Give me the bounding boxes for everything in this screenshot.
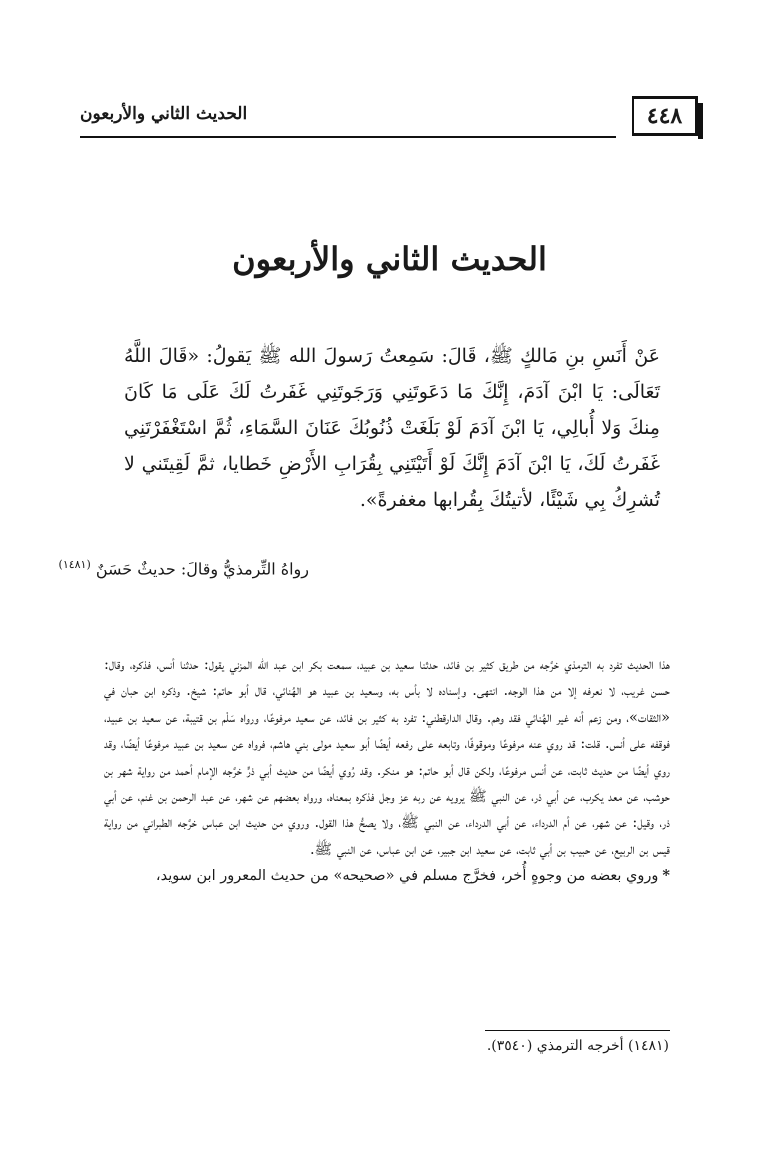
hadith-title: الحديث الثاني والأربعون: [232, 240, 547, 278]
hadith-text: عَنْ أَنَسِ بنِ مَالكٍ ﷺ، قَالَ: سَمِعتُ رَسولَ الله ﷺ يَقولُ: «قَالَ اللَّهُ تَعَالَى: يَا ابْنَ آدَمَ، إِنَّكَ مَا دَعَوتَنِي وَرَجَوتَنِي غَفَرتُ لَكَ عَلَى مَا كَانَ مِنكَ وَلا أُبالِي، يَا ابْنَ آدَمَ لَوْ بَلَغَتْ ذُنُوبُكَ عَنَانَ السَّمَاءِ، ثُمَّ اسْتَغْفَرْتَنِي غَفَرتُ لَكَ، يَا ابْنَ آدَمَ إِنَّكَ لَوْ أَتَيْتَنِي بِقُرَابِ الأَرْضِ خَطايا، ثمَّ لَقِيتَني لا تُشرِكُ بِي شَيْئًا، لأتيتُكَ بِقُرابها مغفرةً».: [124, 345, 660, 511]
header-rule: [80, 136, 616, 138]
commentary-paragraph: [104, 863, 670, 889]
header-title: الحديث الثاني والأربعون: [80, 104, 248, 124]
attribution-text: رواهُ التِّرمذيُّ وقالَ: حديثٌ حَسَنٌ: [95, 559, 309, 579]
page-number: ٤٤٨: [632, 96, 698, 136]
hadith-attribution: [59, 558, 309, 578]
commentary-paragraph: هذا الحديث تفرد به الترمذي خرَّجه من طريق كثير بن فائد، حدثنا سعيد بن عبيد، سمعت بكر ابن عبد الله المزني يقول: حدثنا أنس، فذكره، وقال: حسن غريب، لا نعرفه إلا من هذا الوجه. انتهى. وإسناده لا بأس به، وسعيد بن عبيد هو الهُنائي، قال أبو حاتم: شيخ. وذكره ابن حبان في «الثقات»، ومن زعم أنه غير الهُنائي فقد وهم. وقال الدارقطني: تفرد به كثير بن فائد، عن سعيد مرفوعًا، ورواه سَلْم بن قتيبة، عن سعيد بن عبيد، فوقفه على أنس. قلت: قد روي عنه مرفوعًا وموقوفًا، وتابعه على رفعه أيضًا أبو سعيد مولى بني هاشم، فرواه عن سعيد بن عبيد مرفوعًا أيضًا، وقد روي أيضًا من حديث ثابت، عن أنس مرفوعًا، ولكن قال أبو حاتم: هو منكر. وقد رُوي أيضًا من حديث أبي ذرٍّ خرَّجه الإمام أحمد من رواية شهر بن حوشب، عن معد يكرب، عن أبي ذر، عن النبي ﷺ يرويه عن ربه عز وجل فذكره بمعناه، ورواه بعضهم عن شهر، عن عبد الرحمن بن غنم، عن أبي ذر، وقيل: عن شهر، عن أم الدرداء، عن أبي الدرداء، عن النبي ﷺ، ولا يصحُّ هذا القول. وروي من حديث ابن عباس خرَّجه الطبراني من رواية قيس بن الربيع، عن حبيب بن أبي ثابت، عن سعيد ابن جبير، عن ابن عباس، عن النبي ﷺ.: [104, 657, 670, 858]
footnote: (١٤٨١) أخرجه الترمذي (٣٥٤٠).: [486, 1038, 669, 1054]
commentary-paragraph-text: وروي بعضه من وجوهٍ أُخر، فخرَّج مسلم في «صحيحه» من حديث المعرور ابن سويد،: [155, 868, 659, 885]
running-header: [80, 96, 698, 140]
paragraph-star-marker: *: [662, 867, 670, 885]
hadith-text-block: [124, 338, 660, 518]
footnote-reference: (١٤٨١): [58, 558, 91, 571]
commentary-block: [104, 652, 670, 890]
footnote-rule: [485, 1030, 670, 1031]
